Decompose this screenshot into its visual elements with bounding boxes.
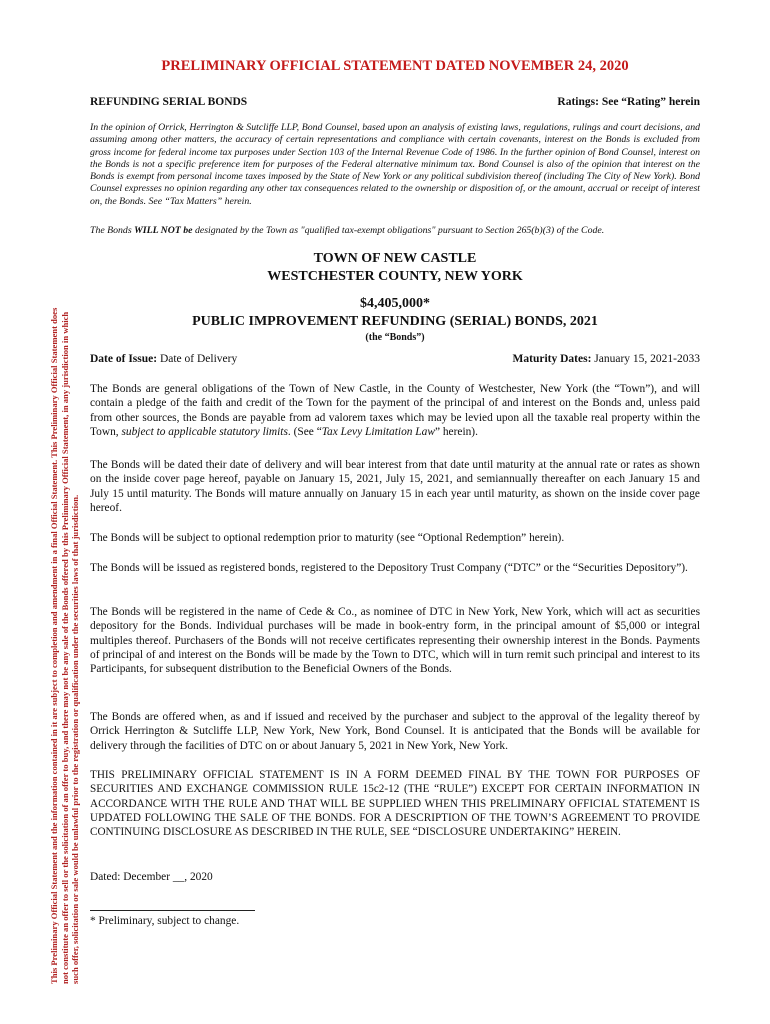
header-row [90,96,700,108]
designation-pre: The Bonds [90,225,135,236]
dated-line: Dated: December __, 2020 [90,871,213,883]
page-title: PRELIMINARY OFFICIAL STATEMENT DATED NOVEMBER 24, 2020 [161,58,629,74]
obligation-italic-2: Tax Levy Limitation Law [321,425,435,438]
issue-date-label: Date of Issue: [90,353,158,365]
footnote-rule [90,910,255,911]
ratings-label: Ratings: See “Rating” herein [557,96,700,108]
bond-series-title: PUBLIC IMPROVEMENT REFUNDING (SERIAL) BONDS, 2021 [192,314,598,329]
sidebar-line-1: This Preliminary Official Statement and the information contained in it are subject to completion and amendment in a final Official Statement. This Preliminary Official Statement does [49,307,59,984]
book-entry-paragraph: The Bonds will be registered in the name of Cede & Co., as nominee of DTC in New York, New York, which will act as securities depository for the Bonds. Individual purchases will be made in book-entry form, in the principal amount of $5,000 or integral multiples thereof. Purchasers of the Bonds will not receive certificates representing their ownership interest in the Bonds. Payments of principal of and interest on the Bonds will be made by the Town to DTC, which will in turn remit such principal and interest to its Participants, for subsequent distribution to the Beneficial Owners of the Bonds. [90,606,700,676]
issue-date-value: Date of Delivery [159,353,238,365]
maturity-label: Maturity Dates: [512,353,592,365]
issuer-line-1: TOWN OF NEW CASTLE [313,251,477,266]
obligation-paragraph [90,382,700,439]
redemption-paragraph: The Bonds will be subject to optional redemption prior to maturity (see “Optional Redemption” herein). [90,532,565,544]
bond-short-name: (the “Bonds”) [365,332,425,343]
obligation-text: The Bonds are general obligations of the Town of New Castle, in the County of Westchester, New York (the “Town”), and will contain a pledge of the faith and credit of the Town for the payment of the principal of and interest on the Bonds and, unless paid from other sources, the Bonds are payable from ad valorem taxes which may be levied upon all the taxable real property within the Town, [90,383,700,438]
obligation-mid: . (See “ [287,425,322,438]
obligation-italic: subject to applicable statutory limits [121,425,288,438]
maturity-value: January 15, 2021-2033 [594,353,700,365]
dates-row [90,353,700,365]
designation-bold: WILL NOT be [134,225,193,236]
bond-amount: $4,405,000* [360,296,430,311]
interest-paragraph: The Bonds will be dated their date of delivery and will bear interest from that date until maturity at the annual rate or rates as shown on the inside cover page hereof, payable on January 15, 2021, July 15, 2021, and semiannually thereafter on each January 15 and July 15 until maturity. The Bonds will mature annually on January 15 in each year until maturity, as shown on the inside cover page hereof. [90,459,700,514]
tax-opinion-paragraph: In the opinion of Orrick, Herrington & Sutcliffe LLP, Bond Counsel, based upon an analysis of existing laws, regulations, rulings and court decisions, and assuming among other matters, the accuracy of certain representations and compliance with certain covenants, interest on the Bonds is excluded from gross income for federal income tax purposes under Section 103 of the Internal Revenue Code of 1986. In the further opinion of Bond Counsel, interest on the Bonds is not a specific preference item for purposes of the Federal alternative minimum tax. Bond Counsel is also of the opinion that interest on the Bonds is exempt from personal income taxes imposed by the State of New York or any political subdivision thereof (including The City of New York). Bond Counsel expresses no opinion regarding any other tax consequences related to the ownership or disposition of, or the amount, accrual or receipt of interest on, the Bonds. See “Tax Matters” herein. [90,122,700,207]
sidebar-line-3: such offer, solicitation or sale would be unlawful prior to the registration or qualification under the securities laws of that jurisdiction. [70,494,81,984]
footnote: * Preliminary, subject to change. [90,915,240,927]
issuer-line-2: WESTCHESTER COUNTY, NEW YORK [267,269,523,284]
offering-paragraph: The Bonds are offered when, as and if issued and received by the purchaser and subject to the approval of the legality thereof by Orrick Herrington & Sutcliffe LLP, New York, New York, Bond Counsel. It is anticipated that the Bonds will be available for delivery through the facilities of DTC on or about January 5, 2021 in New York, New York. [90,711,700,752]
obligation-end: ” herein). [434,425,478,438]
designation-post: designated by the Town as "qualified tax-exempt obligations" pursuant to Section 265(b)(3) of the Code. [192,225,605,236]
disclosure-paragraph: THIS PRELIMINARY OFFICIAL STATEMENT IS IN A FORM DEEMED FINAL BY THE TOWN FOR PURPOSES OF SECURITIES AND EXCHANGE COMMISSION RULE 15c2-12 (THE “RULE”) EXCEPT FOR CERTAIN INFORMATION IN ACCORDANCE WITH THE RULE AND THAT WILL BE SUPPLIED WHEN THIS PRELIMINARY OFFICIAL STATEMENT IS UPDATED FOLLOWING THE SALE OF THE BONDS. FOR A DESCRIPTION OF THE TOWN’S AGREEMENT TO PROVIDE CONTINUING DISCLOSURE AS DESCRIBED IN THE RULE, SEE “DISCLOSURE UNDERTAKING” HEREIN. [90,769,700,839]
designation-paragraph [90,225,700,237]
bond-type-label: REFUNDING SERIAL BONDS [90,96,248,108]
sidebar-line-2: not constitute an offer to sell or the solicitation of an offer to buy, and there may not be any sale of the Bonds offered by this Preliminary Official Statement, in any jurisdiction in which [59,311,70,984]
registration-paragraph: The Bonds will be issued as registered bonds, registered to the Depository Trust Company (“DTC” or the “Securities Depository”). [90,562,688,574]
legend-sidebar [49,59,81,984]
